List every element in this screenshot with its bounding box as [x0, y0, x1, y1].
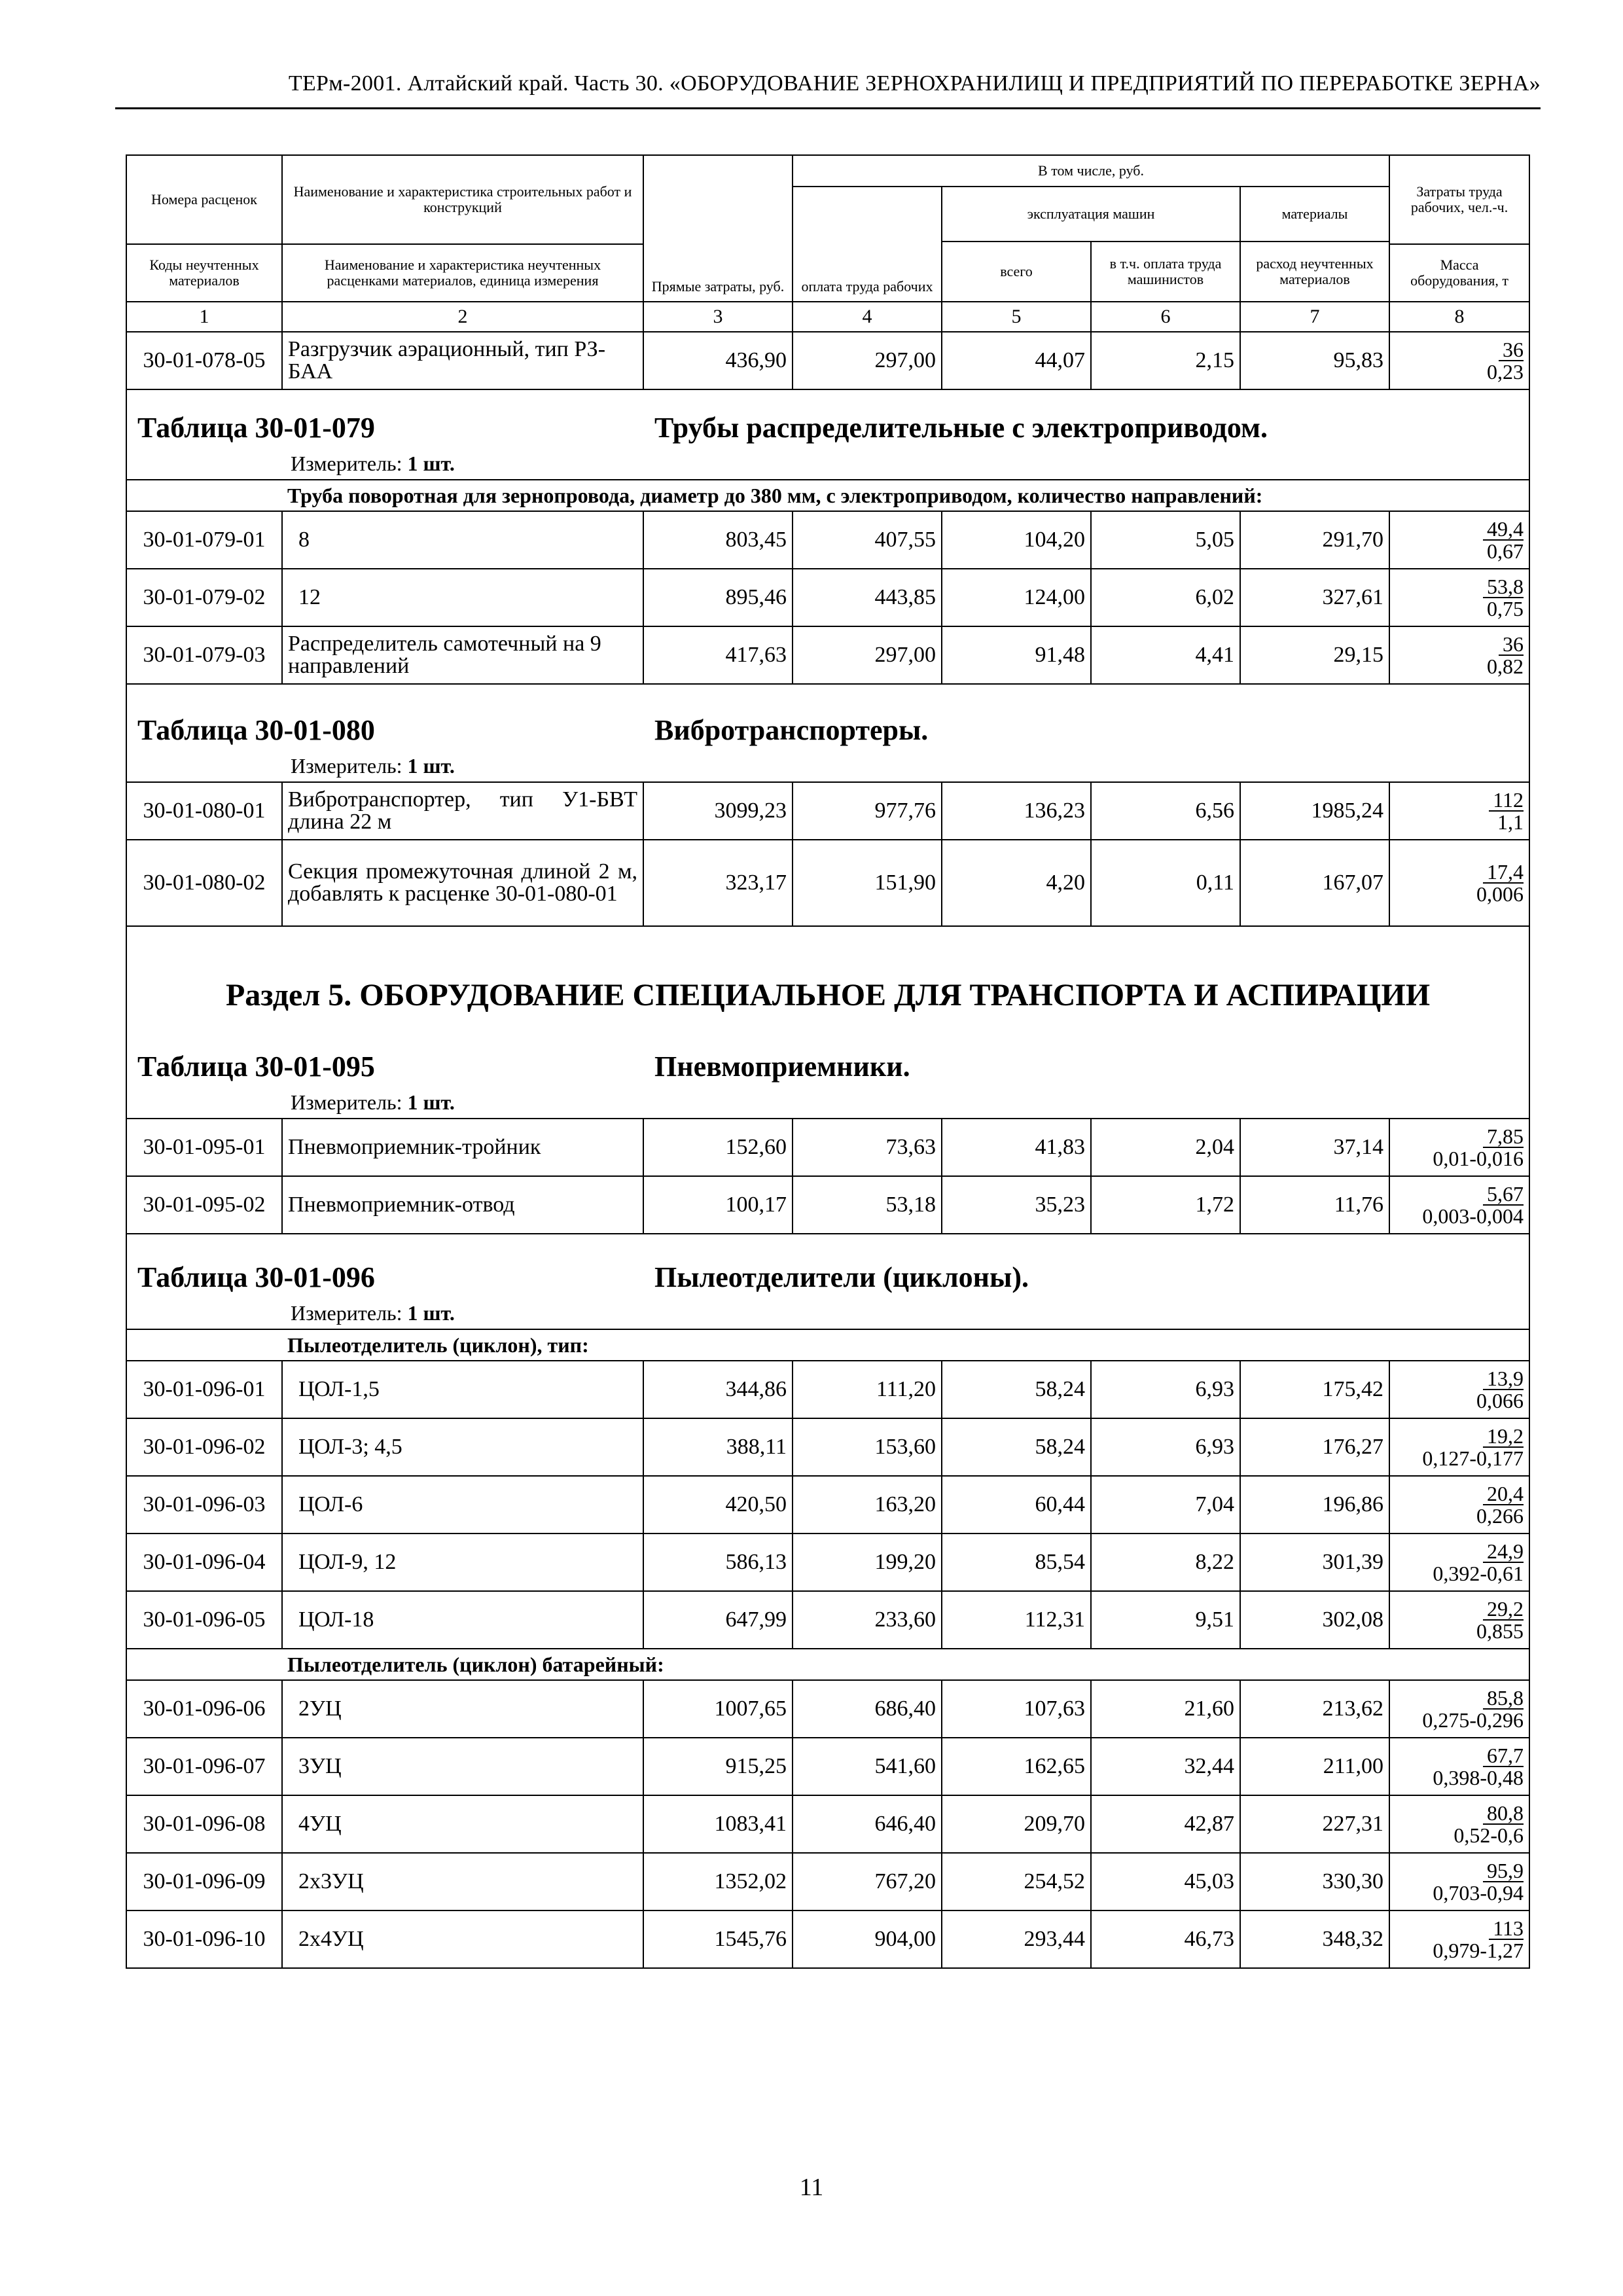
direct-costs: 3099,23: [643, 782, 793, 840]
rate-code: 30-01-096-04: [126, 1534, 282, 1591]
materials: 37,14: [1240, 1119, 1389, 1176]
wages: 646,40: [793, 1795, 942, 1853]
rate-code: 30-01-079-01: [126, 511, 282, 569]
table-row: [126, 626, 1529, 684]
labor-mass: [1389, 1738, 1529, 1795]
labor-value: 85,8: [1483, 1687, 1524, 1710]
materials: 176,27: [1240, 1418, 1389, 1476]
table-row: [126, 1534, 1529, 1591]
col-machines-total: всего: [942, 242, 1091, 302]
wages: 53,18: [793, 1176, 942, 1234]
rate-name: ЦОЛ-6: [282, 1476, 643, 1534]
materials: 302,08: [1240, 1591, 1389, 1649]
materials: 167,07: [1240, 840, 1389, 926]
labor-mass: [1389, 569, 1529, 626]
table-row: [126, 1176, 1529, 1234]
wages: 407,55: [793, 511, 942, 569]
machinist-wages: 4,41: [1091, 626, 1240, 684]
machines: 35,23: [942, 1176, 1091, 1234]
table-row: [126, 1418, 1529, 1476]
rate-name: Вибротранспортер, тип У1-БВТ длина 22 м: [282, 782, 643, 840]
labor-value: 29,2: [1483, 1598, 1524, 1621]
labor-mass: [1389, 1853, 1529, 1910]
table-row: [126, 1591, 1529, 1649]
table-row: [126, 511, 1529, 569]
table-row: [126, 569, 1529, 626]
rate-code: 30-01-095-02: [126, 1176, 282, 1234]
wages: 541,60: [793, 1738, 942, 1795]
col-materials-name: Наименование и характеристика неучтенных расценками материалов, единица измерения: [282, 244, 643, 302]
labor-mass: [1389, 511, 1529, 569]
machines: 60,44: [942, 1476, 1091, 1534]
table-heading-080: [126, 684, 1529, 782]
materials: 327,61: [1240, 569, 1389, 626]
materials: 330,30: [1240, 1853, 1389, 1910]
labor-mass: [1389, 1591, 1529, 1649]
machinist-wages: 6,93: [1091, 1418, 1240, 1476]
rate-name: Пневмоприемник-отвод: [282, 1176, 643, 1234]
table-row: [126, 782, 1529, 840]
column-number: 5: [942, 302, 1091, 332]
machinist-wages: 2,04: [1091, 1119, 1240, 1176]
wages: 297,00: [793, 626, 942, 684]
direct-costs: 1352,02: [643, 1853, 793, 1910]
table-number: Таблица 30-01-079: [137, 412, 375, 444]
labor-mass: [1389, 1476, 1529, 1534]
rate-name: 4УЦ: [282, 1795, 643, 1853]
rate-code: 30-01-096-09: [126, 1853, 282, 1910]
table-row: [126, 1853, 1529, 1910]
wages: 686,40: [793, 1680, 942, 1738]
rate-name: Пневмоприемник-тройник: [282, 1119, 643, 1176]
header-row-1: [126, 155, 1529, 187]
wages: 163,20: [793, 1476, 942, 1534]
machines: 58,24: [942, 1418, 1091, 1476]
column-number: 2: [282, 302, 643, 332]
machines: 85,54: [942, 1534, 1091, 1591]
column-number: 8: [1389, 302, 1529, 332]
column-number: 4: [793, 302, 942, 332]
table-row: [126, 332, 1529, 389]
rate-code: 30-01-080-01: [126, 782, 282, 840]
labor-mass: [1389, 1795, 1529, 1853]
table-row: [126, 1738, 1529, 1795]
machines: 44,07: [942, 332, 1091, 389]
machinist-wages: 6,02: [1091, 569, 1240, 626]
rate-code: 30-01-096-01: [126, 1361, 282, 1418]
labor-value: 20,4: [1483, 1483, 1524, 1505]
mass-value: 0,52-0,6: [1454, 1823, 1524, 1847]
mass-value: 0,066: [1476, 1389, 1524, 1412]
wages: 111,20: [793, 1361, 942, 1418]
subheading: Труба поворотная для зернопровода, диаметр до 380 мм, с электроприводом, количество направлений:: [282, 480, 1529, 511]
col-machines: эксплуатация машин: [942, 187, 1240, 242]
section-row: [126, 926, 1529, 1047]
table-row: [126, 1476, 1529, 1534]
direct-costs: 323,17: [643, 840, 793, 926]
meter: [127, 1300, 1529, 1329]
direct-costs: 152,60: [643, 1119, 793, 1176]
machinist-wages: 9,51: [1091, 1591, 1240, 1649]
labor-value: 7,85: [1483, 1126, 1524, 1148]
col-materials-consumption: расход неучтенных материалов: [1240, 242, 1389, 302]
machines: 4,20: [942, 840, 1091, 926]
col-rate-no: Номера расценок: [126, 155, 282, 244]
column-numbers-row: [126, 302, 1529, 332]
materials: 1985,24: [1240, 782, 1389, 840]
mass-value: 0,979-1,27: [1433, 1939, 1524, 1962]
labor-value: 36: [1499, 634, 1524, 656]
meter-label: Измеритель:: [291, 1301, 402, 1325]
labor-value: 5,67: [1483, 1183, 1524, 1206]
table-row: [126, 1795, 1529, 1853]
rate-name: Разгрузчик аэрационный, тип РЗ-БАА: [282, 332, 643, 389]
table-row: [126, 1910, 1529, 1968]
meter-value: 1 шт.: [407, 1090, 455, 1114]
subheading-row: [126, 1649, 1529, 1680]
direct-costs: 586,13: [643, 1534, 793, 1591]
mass-value: 0,127-0,177: [1422, 1446, 1524, 1470]
machinist-wages: 6,56: [1091, 782, 1240, 840]
col-direct-costs: Прямые затраты, руб.: [643, 155, 793, 302]
direct-costs: 895,46: [643, 569, 793, 626]
col-labor: Затраты труда рабочих, чел.-ч.: [1389, 155, 1529, 244]
table-row: [126, 840, 1529, 926]
meter-label: Измеритель:: [291, 1090, 402, 1114]
mass-value: 0,275-0,296: [1422, 1708, 1524, 1732]
mass-value: 1,1: [1497, 810, 1524, 834]
column-number: 3: [643, 302, 793, 332]
rate-code: 30-01-079-03: [126, 626, 282, 684]
machines: 136,23: [942, 782, 1091, 840]
labor-value: 67,7: [1483, 1745, 1524, 1767]
wages: 443,85: [793, 569, 942, 626]
col-codes: Коды неучтенных материалов: [126, 244, 282, 302]
wages: 151,90: [793, 840, 942, 926]
rate-name: ЦОЛ-18: [282, 1591, 643, 1649]
machinist-wages: 8,22: [1091, 1534, 1240, 1591]
labor-mass: [1389, 1680, 1529, 1738]
column-number: 6: [1091, 302, 1240, 332]
wages: 199,20: [793, 1534, 942, 1591]
mass-value: 0,392-0,61: [1433, 1562, 1524, 1585]
labor-mass: [1389, 1534, 1529, 1591]
rate-name: 3УЦ: [282, 1738, 643, 1795]
rate-code: 30-01-095-01: [126, 1119, 282, 1176]
table-caption: Трубы распределительные с электроприводом.: [654, 412, 1268, 444]
materials: 301,39: [1240, 1534, 1389, 1591]
rate-code: 30-01-079-02: [126, 569, 282, 626]
table-row: [126, 1680, 1529, 1738]
meter: [127, 753, 1529, 781]
rate-code: 30-01-096-02: [126, 1418, 282, 1476]
rate-name: 12: [282, 569, 643, 626]
direct-costs: 915,25: [643, 1738, 793, 1795]
labor-value: 112: [1489, 789, 1524, 812]
table-row: [126, 1361, 1529, 1418]
labor-value: 53,8: [1483, 576, 1524, 598]
column-number: 7: [1240, 302, 1389, 332]
table-caption: Вибротранспортеры.: [654, 714, 929, 746]
rate-name: ЦОЛ-9, 12: [282, 1534, 643, 1591]
machines: 209,70: [942, 1795, 1091, 1853]
table-number: Таблица 30-01-096: [137, 1261, 375, 1293]
meter-value: 1 шт.: [407, 754, 455, 778]
labor-value: 80,8: [1483, 1803, 1524, 1825]
materials: 95,83: [1240, 332, 1389, 389]
machines: 124,00: [942, 569, 1091, 626]
mass-value: 0,266: [1476, 1504, 1524, 1528]
labor-mass: [1389, 1176, 1529, 1234]
labor-value: 19,2: [1483, 1426, 1524, 1448]
rates-table: [126, 154, 1530, 1969]
rate-code: 30-01-080-02: [126, 840, 282, 926]
mass-value: 0,703-0,94: [1433, 1881, 1524, 1905]
mass-value: 0,855: [1476, 1619, 1524, 1643]
rate-code: 30-01-096-10: [126, 1910, 282, 1968]
mass-value: 0,003-0,004: [1422, 1204, 1524, 1228]
mass-value: 0,82: [1487, 655, 1524, 678]
materials: 211,00: [1240, 1738, 1389, 1795]
direct-costs: 436,90: [643, 332, 793, 389]
machinist-wages: 46,73: [1091, 1910, 1240, 1968]
machinist-wages: 5,05: [1091, 511, 1240, 569]
rate-code: 30-01-096-06: [126, 1680, 282, 1738]
wages: 977,76: [793, 782, 942, 840]
rate-name: 2УЦ: [282, 1680, 643, 1738]
mass-value: 0,23: [1487, 360, 1524, 384]
machinist-wages: 1,72: [1091, 1176, 1240, 1234]
labor-mass: [1389, 1910, 1529, 1968]
meter-value: 1 шт.: [407, 1301, 455, 1325]
page-number: 11: [799, 2174, 824, 2201]
page-header: ТЕРм-2001. Алтайский край. Часть 30. «ОБОРУДОВАНИЕ ЗЕРНОХРАНИЛИЩ И ПРЕДПРИЯТИЙ ПО ПЕРЕРАБОТКЕ ЗЕРНА»: [115, 68, 1541, 109]
subheading-row: [126, 480, 1529, 511]
machinist-wages: 0,11: [1091, 840, 1240, 926]
meter-value: 1 шт.: [407, 452, 455, 475]
machines: 104,20: [942, 511, 1091, 569]
subheading-row: [126, 1329, 1529, 1361]
meter: [127, 1089, 1529, 1118]
rate-name: 8: [282, 511, 643, 569]
wages: 767,20: [793, 1853, 942, 1910]
direct-costs: 1545,76: [643, 1910, 793, 1968]
machines: 41,83: [942, 1119, 1091, 1176]
machinist-wages: 45,03: [1091, 1853, 1240, 1910]
rate-code: 30-01-096-05: [126, 1591, 282, 1649]
rate-code: 30-01-078-05: [126, 332, 282, 389]
materials: 196,86: [1240, 1476, 1389, 1534]
materials: 291,70: [1240, 511, 1389, 569]
labor-mass: [1389, 1119, 1529, 1176]
mass-value: 0,006: [1476, 882, 1524, 906]
wages: 73,63: [793, 1119, 942, 1176]
machinist-wages: 6,93: [1091, 1361, 1240, 1418]
rate-name: 2х4УЦ: [282, 1910, 643, 1968]
wages: 233,60: [793, 1591, 942, 1649]
labor-value: 113: [1489, 1918, 1524, 1940]
direct-costs: 647,99: [643, 1591, 793, 1649]
col-work-name: Наименование и характеристика строительных работ и конструкций: [282, 155, 643, 244]
labor-mass: [1389, 1361, 1529, 1418]
subheading: Пылеотделитель (циклон), тип:: [282, 1329, 1529, 1361]
col-machinist-wages: в т.ч. оплата труда машинистов: [1091, 242, 1240, 302]
table-heading-096: [126, 1234, 1529, 1329]
labor-mass: [1389, 782, 1529, 840]
labor-value: 95,9: [1483, 1860, 1524, 1882]
materials: 213,62: [1240, 1680, 1389, 1738]
rate-name: Распределитель самотечный на 9 направлений: [282, 626, 643, 684]
col-wages: оплата труда рабочих: [793, 187, 942, 302]
machines: 58,24: [942, 1361, 1091, 1418]
machines: 254,52: [942, 1853, 1091, 1910]
wages: 904,00: [793, 1910, 942, 1968]
materials: 348,32: [1240, 1910, 1389, 1968]
direct-costs: 803,45: [643, 511, 793, 569]
machinist-wages: 21,60: [1091, 1680, 1240, 1738]
machinist-wages: 7,04: [1091, 1476, 1240, 1534]
table-number: Таблица 30-01-095: [137, 1050, 375, 1083]
table-caption: Пылеотделители (циклоны).: [654, 1261, 1029, 1293]
materials: 227,31: [1240, 1795, 1389, 1853]
labor-mass: [1389, 332, 1529, 389]
rate-code: 30-01-096-08: [126, 1795, 282, 1853]
labor-value: 17,4: [1483, 861, 1524, 884]
table-number: Таблица 30-01-080: [137, 714, 375, 746]
materials: 175,42: [1240, 1361, 1389, 1418]
machines: 91,48: [942, 626, 1091, 684]
direct-costs: 420,50: [643, 1476, 793, 1534]
column-number: 1: [126, 302, 282, 332]
mass-value: 0,01-0,016: [1433, 1147, 1524, 1170]
machines: 107,63: [942, 1680, 1091, 1738]
labor-value: 13,9: [1483, 1368, 1524, 1390]
meter-label: Измеритель:: [291, 452, 402, 475]
mass-value: 0,67: [1487, 539, 1524, 563]
labor-value: 24,9: [1483, 1541, 1524, 1563]
meter-label: Измеритель:: [291, 754, 402, 778]
mass-value: 0,75: [1487, 597, 1524, 620]
rate-code: 30-01-096-03: [126, 1476, 282, 1534]
table-caption: Пневмоприемники.: [654, 1050, 910, 1083]
machinist-wages: 32,44: [1091, 1738, 1240, 1795]
wages: 153,60: [793, 1418, 942, 1476]
materials: 29,15: [1240, 626, 1389, 684]
col-materials: материалы: [1240, 187, 1389, 242]
rate-name: ЦОЛ-1,5: [282, 1361, 643, 1418]
labor-value: 49,4: [1483, 518, 1524, 541]
direct-costs: 1007,65: [643, 1680, 793, 1738]
labor-value: 36: [1499, 339, 1524, 361]
materials: 11,76: [1240, 1176, 1389, 1234]
meter: [127, 450, 1529, 479]
direct-costs: 344,86: [643, 1361, 793, 1418]
subheading: Пылеотделитель (циклон) батарейный:: [282, 1649, 1529, 1680]
section-title: Раздел 5. ОБОРУДОВАНИЕ СПЕЦИАЛЬНОЕ ДЛЯ ТРАНСПОРТА И АСПИРАЦИИ: [126, 926, 1529, 1047]
labor-mass: [1389, 840, 1529, 926]
mass-value: 0,398-0,48: [1433, 1766, 1524, 1789]
machines: 162,65: [942, 1738, 1091, 1795]
direct-costs: 417,63: [643, 626, 793, 684]
table-row: [126, 1119, 1529, 1176]
machines: 112,31: [942, 1591, 1091, 1649]
wages: 297,00: [793, 332, 942, 389]
direct-costs: 1083,41: [643, 1795, 793, 1853]
rate-name: Секция промежуточная длиной 2 м, добавлять к расценке 30-01-080-01: [282, 840, 643, 926]
table-heading-095: [126, 1047, 1529, 1119]
col-incl: В том числе, руб.: [793, 155, 1389, 187]
rate-name: ЦОЛ-3; 4,5: [282, 1418, 643, 1476]
table-heading-079: [126, 389, 1529, 480]
col-mass: Масса оборудования, т: [1389, 244, 1529, 302]
direct-costs: 388,11: [643, 1418, 793, 1476]
machinist-wages: 42,87: [1091, 1795, 1240, 1853]
direct-costs: 100,17: [643, 1176, 793, 1234]
rate-code: 30-01-096-07: [126, 1738, 282, 1795]
rate-name: 2х3УЦ: [282, 1853, 643, 1910]
machinist-wages: 2,15: [1091, 332, 1240, 389]
labor-mass: [1389, 1418, 1529, 1476]
machines: 293,44: [942, 1910, 1091, 1968]
labor-mass: [1389, 626, 1529, 684]
